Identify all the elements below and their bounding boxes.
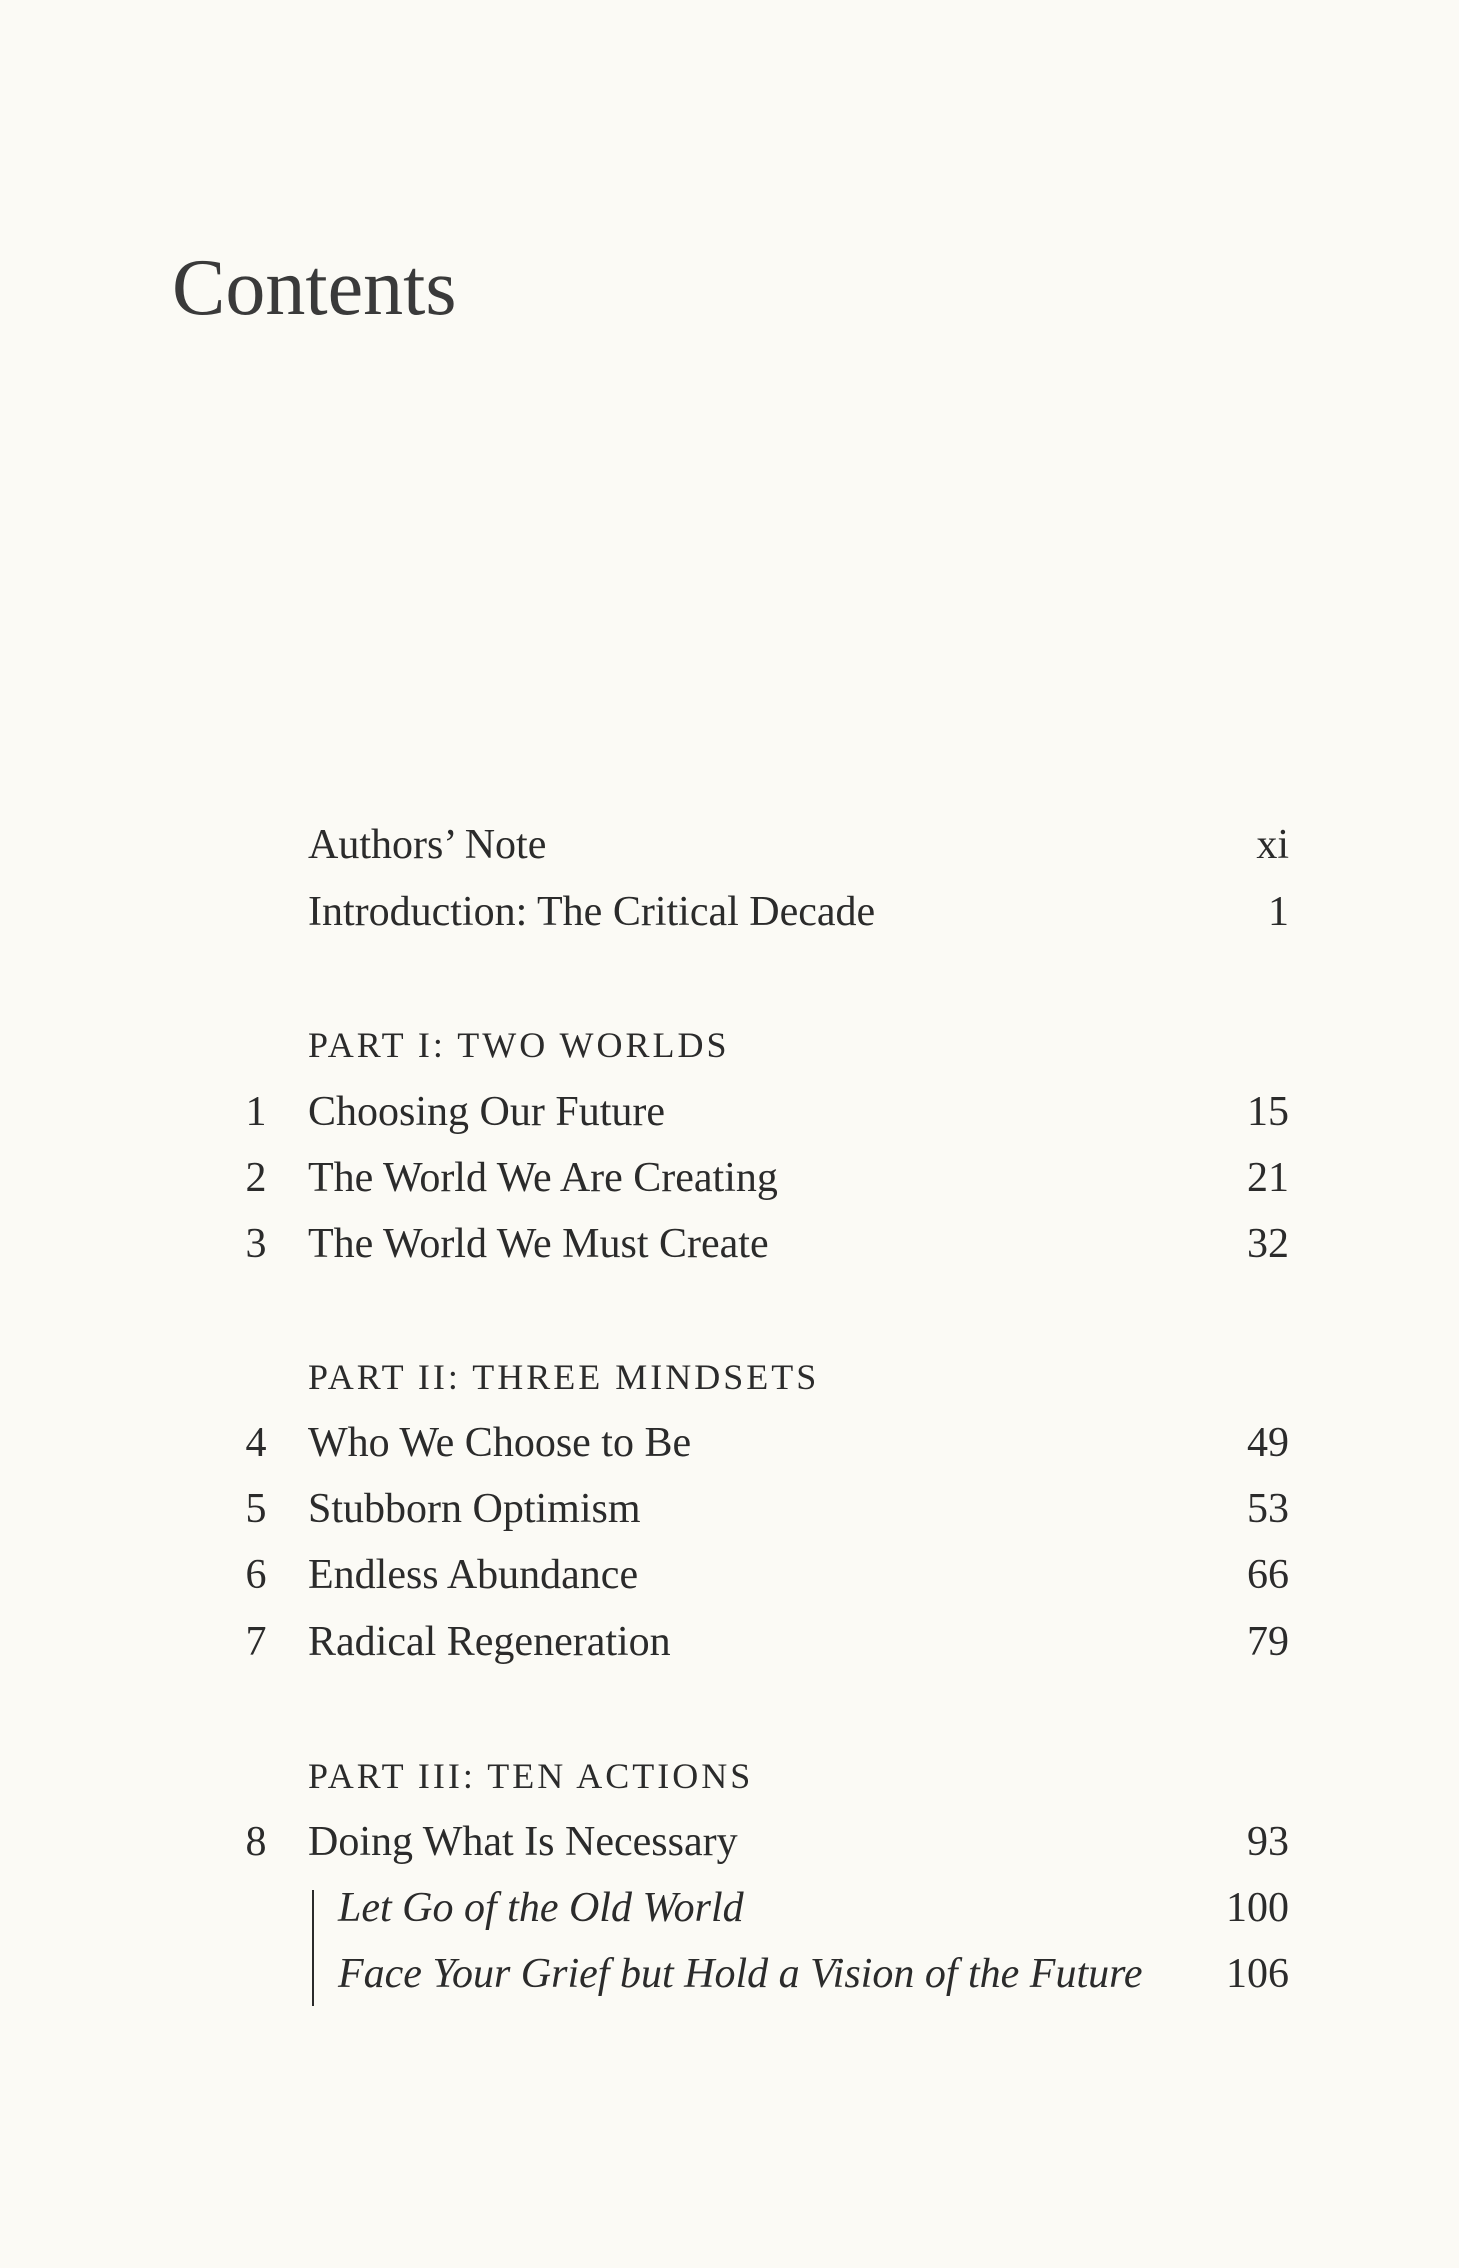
toc-chapter-3[interactable] — [0, 1214, 1459, 1274]
chapter-title: Radical Regeneration — [308, 1619, 671, 1665]
chapter-number: 8 — [245, 1819, 267, 1865]
chapter-title: The World We Are Creating — [308, 1155, 778, 1201]
chapter-page: 66 — [1247, 1552, 1289, 1598]
subsection-page: 100 — [1226, 1885, 1289, 1931]
toc-part-heading-3 — [0, 1746, 1459, 1806]
chapter-page: 49 — [1247, 1420, 1289, 1466]
part-title: PART I: TWO WORLDS — [308, 1025, 730, 1065]
page-title: Contents — [172, 244, 457, 332]
toc-subsection-2[interactable] — [0, 1944, 1459, 2004]
chapter-title: Doing What Is Necessary — [308, 1819, 738, 1865]
chapter-title: Who We Choose to Be — [308, 1420, 692, 1466]
toc-chapter-6[interactable] — [0, 1545, 1459, 1605]
chapter-number: 2 — [245, 1155, 267, 1201]
subsection-title: Let Go of the Old World — [338, 1885, 744, 1931]
chapter-page: 53 — [1247, 1486, 1289, 1532]
toc-entry-page: xi — [1256, 822, 1289, 868]
chapter-number: 1 — [245, 1089, 267, 1135]
chapter-number: 7 — [245, 1619, 267, 1665]
subsection-page: 106 — [1226, 1951, 1289, 1997]
chapter-page: 93 — [1247, 1819, 1289, 1865]
chapter-title: The World We Must Create — [308, 1221, 769, 1267]
toc-chapter-1[interactable] — [0, 1082, 1459, 1142]
chapter-number: 6 — [245, 1552, 267, 1598]
toc-chapter-8[interactable] — [0, 1812, 1459, 1872]
toc-entry-page: 1 — [1268, 889, 1289, 935]
chapter-page: 21 — [1247, 1155, 1289, 1201]
toc-entry-label: Introduction: The Critical Decade — [308, 889, 876, 935]
toc-entry-introduction[interactable] — [0, 882, 1459, 942]
chapter-page: 15 — [1247, 1089, 1289, 1135]
toc-part-heading-2 — [0, 1347, 1459, 1407]
chapter-title: Endless Abundance — [308, 1552, 639, 1598]
toc-chapter-5[interactable] — [0, 1479, 1459, 1539]
chapter-number: 4 — [245, 1420, 267, 1466]
toc-chapter-7[interactable] — [0, 1612, 1459, 1672]
chapter-number: 5 — [245, 1486, 267, 1532]
part-title: PART III: TEN ACTIONS — [308, 1756, 754, 1796]
chapter-number: 3 — [245, 1221, 267, 1267]
chapter-page: 32 — [1247, 1221, 1289, 1267]
toc-chapter-4[interactable] — [0, 1413, 1459, 1473]
toc-entry-label: Authors’ Note — [308, 822, 547, 868]
chapter-title: Choosing Our Future — [308, 1089, 665, 1135]
subsection-title: Face Your Grief but Hold a Vision of the Future — [338, 1951, 1143, 1997]
chapter-page: 79 — [1247, 1619, 1289, 1665]
chapter-title: Stubborn Optimism — [308, 1486, 641, 1532]
toc-part-heading-1 — [0, 1015, 1459, 1075]
toc-subsection-1[interactable] — [0, 1878, 1459, 1938]
toc-chapter-2[interactable] — [0, 1148, 1459, 1208]
part-title: PART II: THREE MINDSETS — [308, 1357, 820, 1397]
toc-entry-authors-note[interactable] — [0, 815, 1459, 875]
